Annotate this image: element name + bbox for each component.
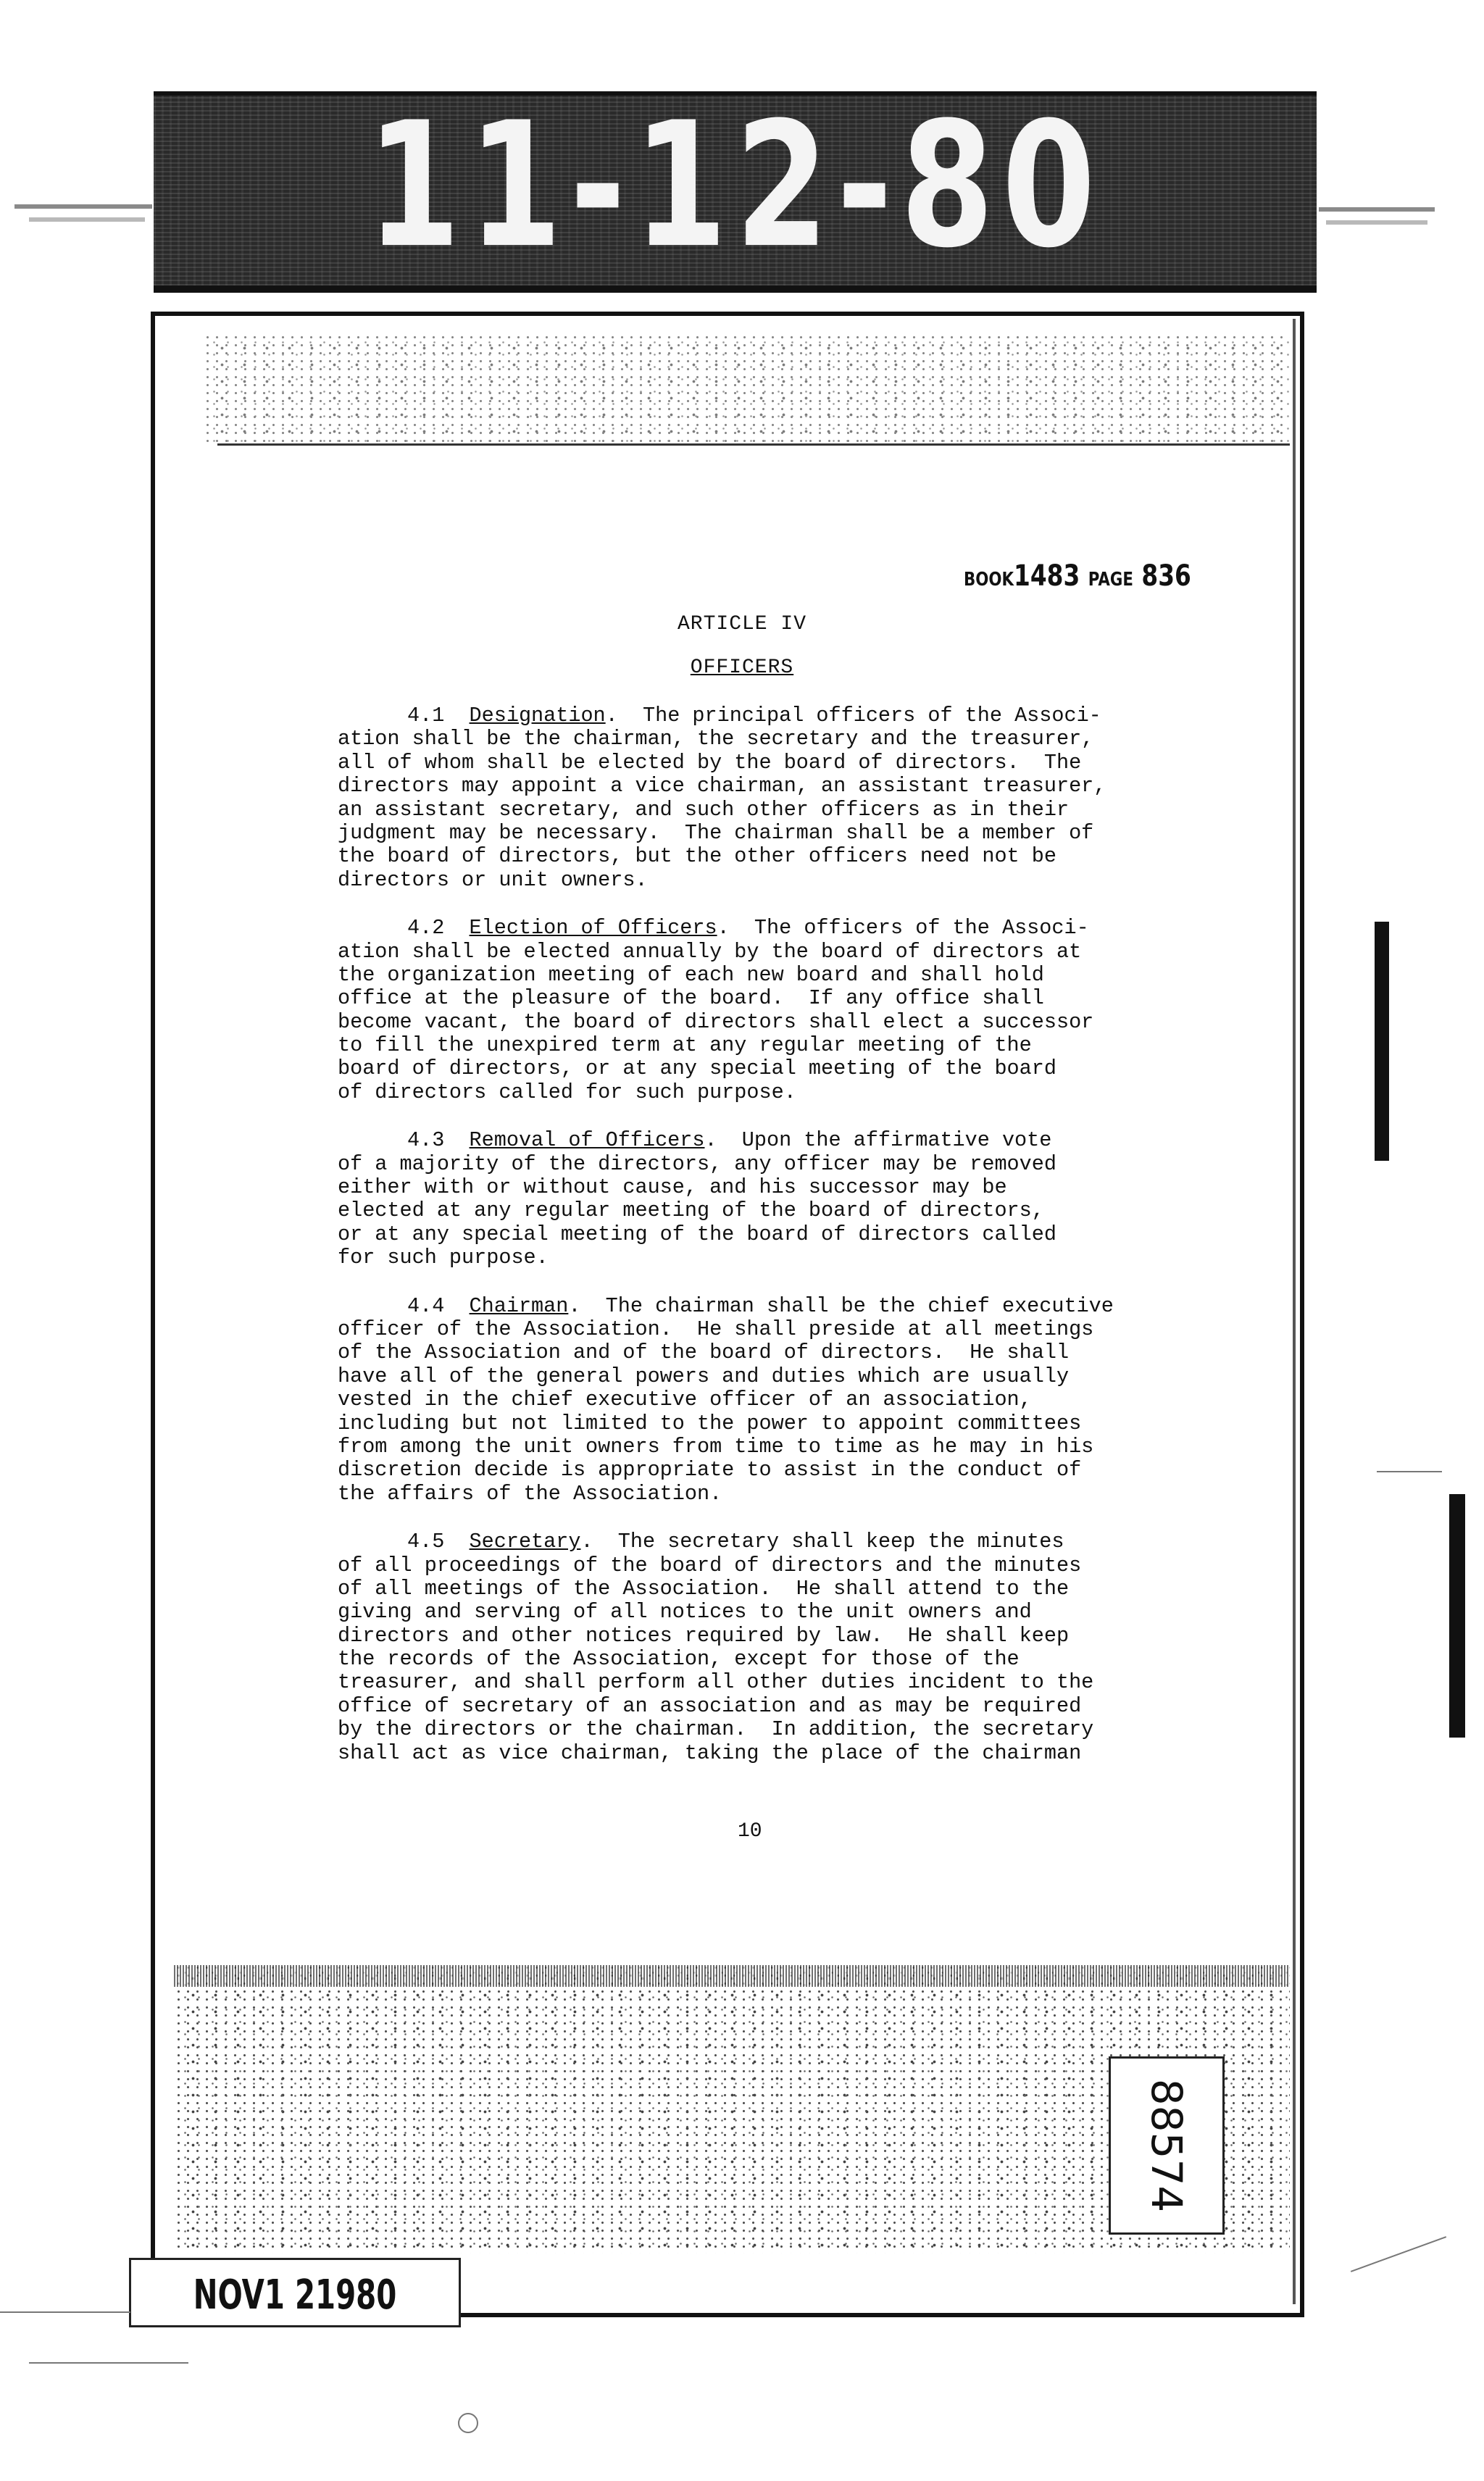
scan-mark (1351, 2236, 1446, 2272)
record-number: 88574 (1142, 2078, 1191, 2213)
text-line: the records of the Association, except for those of the (338, 1647, 1020, 1672)
banner-date: 11-12-80 (367, 86, 1104, 286)
text-line: office at the pleasure of the board. If any office shall (338, 986, 1044, 1011)
text-line: of the Association and of the board of directors. He shall (338, 1340, 1070, 1365)
scan-mark-right (1319, 207, 1435, 212)
text-line: elected at any regular meeting of the board of directors, (338, 1198, 1044, 1223)
text-line: all of whom shall be elected by the board of directors. The (338, 750, 1082, 775)
scan-dot (458, 2413, 478, 2433)
text-line: by the directors or the chairman. In addition, the secretary (338, 1717, 1094, 1742)
section-4-4 (338, 1295, 1193, 1506)
book-number: 1483 (1014, 559, 1080, 593)
text-line: of all meetings of the Association. He shall attend to the (338, 1576, 1070, 1601)
top-rule (217, 443, 1290, 446)
document-body (338, 704, 1193, 1790)
section-text: The secretary shall keep the minutes (617, 1530, 1064, 1554)
date-banner (154, 86, 1317, 293)
filing-date: NOV1 21980 (193, 2272, 397, 2319)
scan-mark (29, 2362, 188, 2364)
text-line: 4.3 Removal of Officers. Upon the affirmative vote (407, 1128, 1052, 1153)
text-line: of all proceedings of the board of directors and the minutes (338, 1553, 1082, 1577)
scan-noise-top (203, 333, 1290, 442)
text-line: of a majority of the directors, any officer may be removed (338, 1151, 1056, 1176)
text-line: directors or unit owners. (338, 867, 648, 892)
text-line: including but not limited to the power to appoint committees (338, 1411, 1082, 1435)
margin-bar-upper (1375, 922, 1389, 1161)
book-page-reference (964, 559, 1191, 593)
text-line: ation shall be elected annually by the board of directors at (338, 939, 1082, 964)
text-line: board of directors, or at any special meeting of the board (338, 1056, 1056, 1081)
section-number: 4.5 (407, 1530, 445, 1554)
book-label: BOOK (964, 569, 1014, 591)
text-line: 4.2 Election of Officers. The officers of the Associ- (407, 916, 1089, 941)
section-text: Upon the affirmative vote (741, 1128, 1052, 1153)
section-title: Chairman (469, 1293, 569, 1318)
text-line: or at any special meeting of the board of directors called (338, 1222, 1056, 1246)
margin-bar-lower (1449, 1494, 1465, 1738)
section-number: 4.2 (407, 916, 445, 941)
article-heading: ARTICLE IV (677, 613, 807, 635)
page-ref: 836 (1141, 559, 1191, 593)
section-number: 4.1 (407, 704, 445, 727)
text-line: discretion decide is appropriate to assist in the conduct of (338, 1458, 1082, 1483)
article-title: OFFICERS (690, 656, 794, 679)
text-line: the board of directors, but the other officers need not be (338, 844, 1056, 869)
page-label: PAGE (1088, 569, 1133, 591)
text-line: office of secretary of an association and as may be required (338, 1693, 1082, 1718)
record-number-stamp (1109, 2056, 1225, 2235)
section-number: 4.4 (407, 1293, 445, 1318)
section-title: Election of Officers (469, 916, 717, 941)
text-line: officer of the Association. He shall preside at all meetings (338, 1317, 1094, 1341)
section-title: Designation (469, 704, 606, 727)
text-line: giving and serving of all notices to the unit owners and (338, 1600, 1032, 1625)
section-title: Removal of Officers (469, 1128, 705, 1153)
text-line: directors and other notices required by law. He shall keep (338, 1623, 1070, 1648)
text-line: ation shall be the chairman, the secretary and the treasurer, (338, 727, 1094, 751)
section-title: Secretary (469, 1530, 581, 1554)
text-line: shall act as vice chairman, taking the place of the chairman (338, 1740, 1082, 1765)
text-line: judgment may be necessary. The chairman shall be a member of (338, 820, 1094, 845)
filing-date-stamp (129, 2258, 461, 2327)
text-line: 4.4 Chairman. The chairman shall be the chief executive (407, 1293, 1114, 1318)
text-line: directors may appoint a vice chairman, an assistant treasurer, (338, 774, 1106, 798)
text-line: have all of the general powers and duties which are usually (338, 1364, 1070, 1388)
section-4-1 (338, 704, 1193, 892)
section-text: The chairman shall be the chief executive (605, 1293, 1114, 1318)
text-line: vested in the chief executive officer of an association, (338, 1388, 1032, 1412)
scan-mark-left-2 (29, 217, 145, 222)
section-4-3 (338, 1129, 1193, 1269)
text-line: the affairs of the Association. (338, 1481, 722, 1506)
section-number: 4.3 (407, 1128, 445, 1153)
bottom-rule (174, 1965, 1290, 1987)
scan-mark (0, 2311, 130, 2313)
text-line: 4.5 Secretary. The secretary shall keep the minutes (407, 1530, 1064, 1554)
text-line: to fill the unexpired term at any regular meeting of the (338, 1033, 1032, 1058)
scan-mark-left (14, 204, 152, 209)
text-line: for such purpose. (338, 1246, 549, 1270)
text-line: the organization meeting of each new board and shall hold (338, 962, 1044, 987)
text-line: an assistant secretary, and such other officers as in their (338, 797, 1070, 822)
scan-mark-right-2 (1326, 220, 1427, 225)
text-line: 4.1 Designation. The principal officers of the Associ- (407, 704, 1101, 727)
text-line: treasurer, and shall perform all other duties incident to the (338, 1670, 1094, 1695)
text-line: of directors called for such purpose. (338, 1080, 796, 1104)
text-line: from among the unit owners from time to time as he may in his (338, 1434, 1094, 1459)
text-line: either with or without cause, and his successor may be (338, 1175, 1007, 1200)
section-4-2 (338, 917, 1193, 1104)
scan-mark (1377, 1471, 1442, 1472)
section-4-5 (338, 1530, 1193, 1765)
text-line: become vacant, the board of directors shall elect a successor (338, 1009, 1094, 1034)
page-number: 10 (738, 1820, 762, 1843)
section-text: The officers of the Associ- (754, 916, 1089, 941)
section-text: The principal officers of the Associ- (642, 704, 1101, 727)
